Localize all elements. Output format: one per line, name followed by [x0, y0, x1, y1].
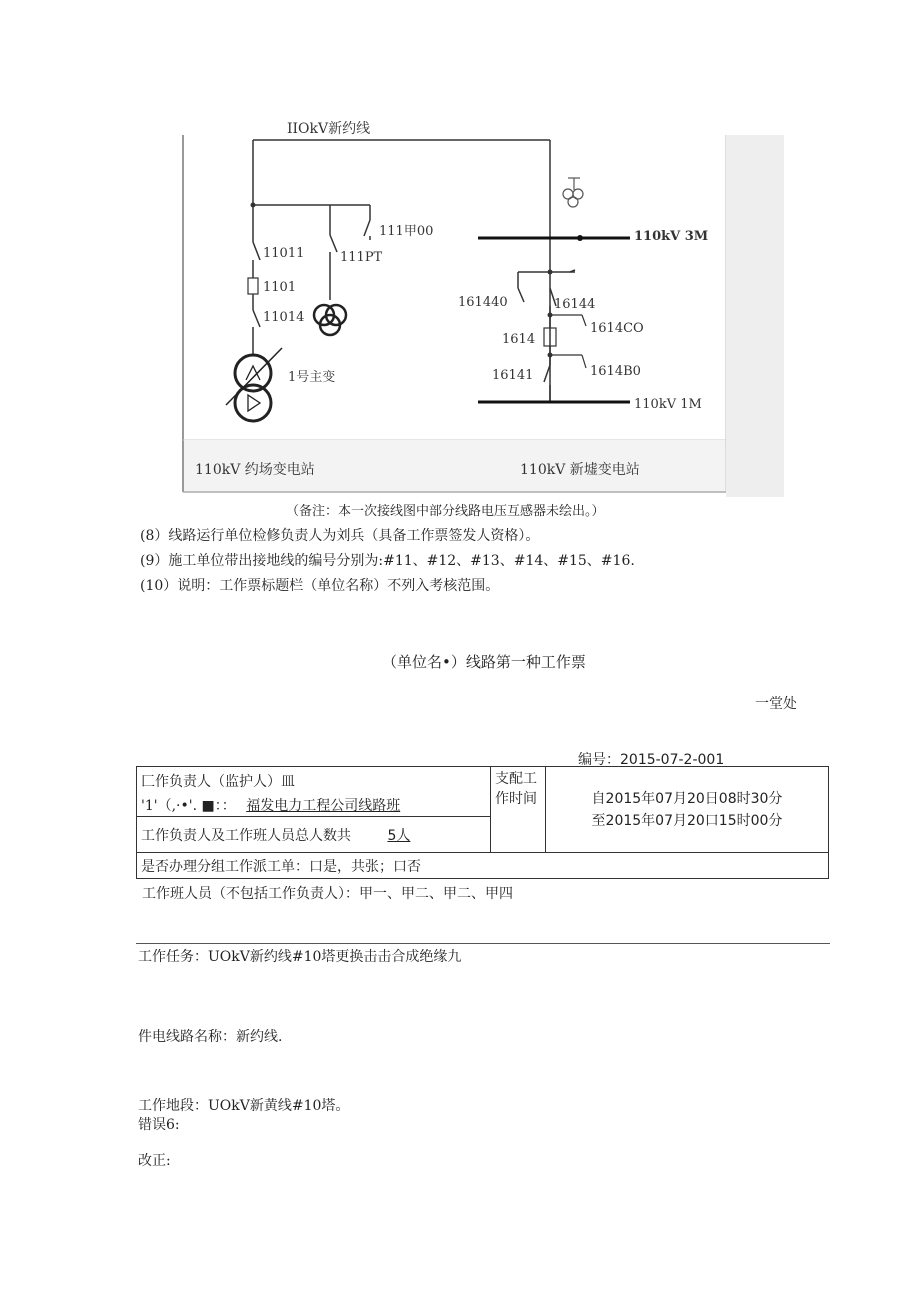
ticket-number: 编号：2015-07-2-001 [578, 752, 725, 768]
unit-prefix: '1'（,·•'. ■：： [141, 798, 236, 815]
dispatch-label-line-1: 支配工 [495, 771, 537, 787]
cell-headcount [137, 817, 491, 853]
department-label: 一堂处 [755, 696, 797, 712]
switch-16144-label: 16144 [554, 297, 596, 312]
ticket-table [136, 766, 829, 879]
station-left-label: 110kV 约场变电站 [195, 462, 315, 478]
work-section: 工作地段：UOkV新黄线#10塔。 [138, 1098, 350, 1114]
switch-1614b0-label: 1614B0 [590, 364, 641, 379]
bus-1m-label: 110kV 1M [634, 397, 702, 412]
single-line-diagram [150, 110, 790, 500]
ticket-title: （单位名•）线路第一种工作票 [382, 653, 586, 671]
station-right-label: 110kV 新墟变电站 [520, 462, 640, 478]
switch-16141-label: 16141 [492, 368, 534, 383]
line-label: IIOkV新约线 [287, 121, 371, 137]
switch-111jia00-label: 111甲00 [379, 224, 434, 239]
breaker-1101-label: 1101 [263, 280, 297, 295]
cell-unit [137, 795, 491, 817]
diagram-remark: （备注：本一次接线图中部分线路电压互感器未绘出。） [286, 504, 605, 519]
note-item-8: (8）线路运行单位检修负责人为刘兵（具备工作票签发人资格）。 [140, 528, 540, 544]
pt-111pt-label: 111PT [340, 250, 383, 265]
dispatch-label-line-2: 作时间 [495, 791, 537, 807]
leader-label: 匚作负责人（监护人）皿 [141, 773, 295, 790]
members-line: 工作班人员（不包括工作负责人）：甲一、甲二、甲二、甲四 [142, 886, 513, 902]
headcount-value: 5人 [387, 827, 411, 844]
correction-label: 改正: [138, 1153, 171, 1169]
switch-1614co-label: 1614CO [590, 321, 644, 336]
error-label: 错误6: [138, 1117, 180, 1133]
cell-leader [137, 767, 491, 795]
bus-3m-label: 110kV 3M [634, 229, 709, 244]
task-line: 工作任务：UOkV新约线#10塔更换击击合成绝缘九 [138, 949, 462, 965]
switch-161440-label: 161440 [458, 295, 508, 310]
time-to: 至2015年07月20口15时00分 [591, 812, 783, 829]
time-from: 自2015年07月20日08时30分 [591, 790, 783, 807]
note-item-10: (10）说明：工作票标题栏（单位名称）不列入考核范围。 [140, 578, 500, 594]
breaker-1614-label: 1614 [502, 332, 536, 347]
switch-11011-label: 11011 [263, 246, 305, 261]
main-transformer-label: 1号主变 [288, 370, 336, 385]
note-item-9: (9）施工单位带出接地线的编号分别为:#11、#12、#13、#14、#15、#16. [140, 553, 635, 569]
switch-11014-label: 11014 [263, 310, 305, 325]
unit-name: 福发电力工程公司线路班 [246, 798, 401, 815]
cell-dispatch-label [491, 767, 546, 853]
line-name: 件电线路名称：新约线. [138, 1029, 283, 1045]
cell-time [546, 767, 829, 853]
members-underline [136, 943, 830, 944]
cell-group-dispatch [137, 853, 829, 879]
group-dispatch-text: 是否办理分组工作派工单：口是，共张；口否 [141, 858, 421, 875]
headcount-label: 工作负责人及工作班人员总人数共 [141, 827, 351, 844]
